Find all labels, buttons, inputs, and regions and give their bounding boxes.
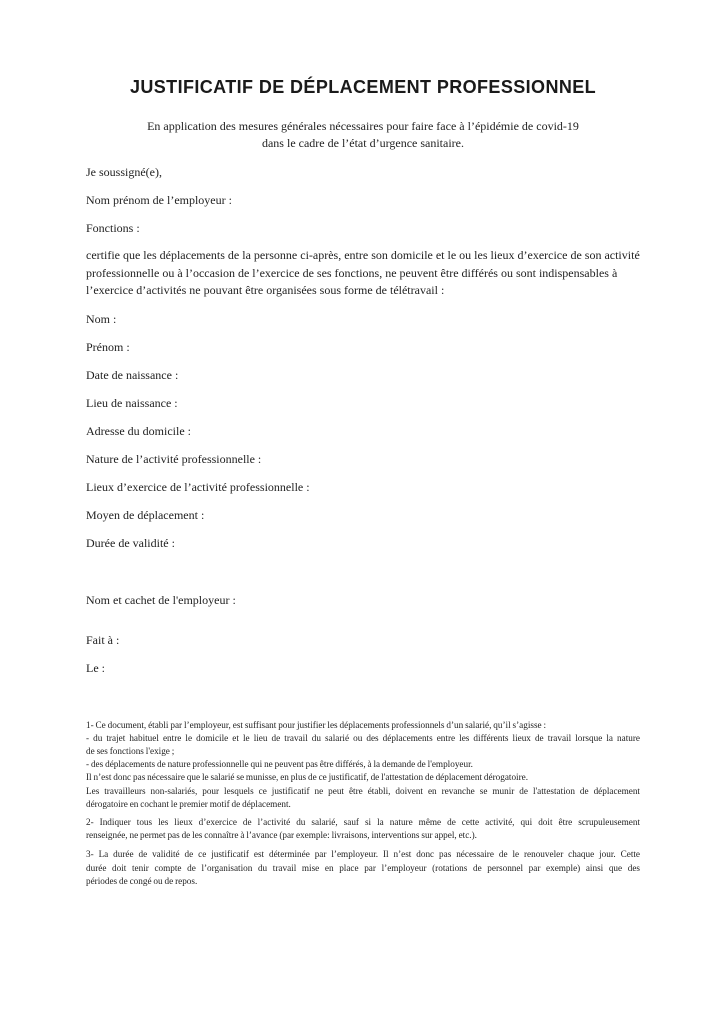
field-label-lieux-exercice: Lieux d’exercice de l’activité professionnelle : bbox=[86, 479, 310, 494]
field-label-date-naissance: Date de naissance : bbox=[86, 367, 179, 382]
field-label-nature-activite: Nature de l’activité professionnelle : bbox=[86, 451, 262, 466]
field-label-prenom: Prénom : bbox=[86, 339, 130, 354]
footnote-line: Il n’est donc pas nécessaire que le salarié se munisse, en plus de ce justificatif, de l'attestation de déplacement dérogatoire. bbox=[86, 772, 529, 783]
footnote-line: dérogatoire en cochant le premier motif de déplacement. bbox=[86, 798, 291, 809]
footnote-line: Les travailleurs non-salariés, pour lesquels ce justificatif ne peut être établi, doivent en revanche se munir de l'attestation de déplacement bbox=[86, 785, 640, 796]
footnote-line: 1- Ce document, établi par l’employeur, est suffisant pour justifier les déplacements professionnels d’un salarié, qu’il s’agisse : bbox=[86, 719, 547, 730]
subtitle-line-1: En application des mesures générales nécessaires pour faire face à l’épidémie de covid-19 bbox=[147, 119, 579, 133]
field-label-adresse-domicile: Adresse du domicile : bbox=[86, 423, 191, 438]
field-label-nom: Nom : bbox=[86, 311, 117, 326]
field-label-moyen-deplacement: Moyen de déplacement : bbox=[86, 507, 205, 522]
footnote-3 bbox=[86, 848, 640, 888]
place-label: Fait à : bbox=[86, 632, 120, 647]
footnote-line: renseignée, ne permet pas de les connaître à l’avance (par exemple: livraisons, interventions sur appel, etc.). bbox=[86, 830, 477, 841]
footnote-line: 3- La durée de validité de ce justificatif est déterminée par l’employeur. Il n’est donc pas nécessaire de le renouveler chaque jour. Cette bbox=[86, 849, 640, 860]
footnote-line: 2- Indiquer tous les lieux d’exercice de l’activité du salarié, sauf si la nature même de cette activité, qui doit être scrupuleusement bbox=[86, 816, 640, 827]
footnote-2 bbox=[86, 816, 640, 842]
footnote-line: - des déplacements de nature professionnelle qui ne peuvent pas être différés, à la demande de l'employeur. bbox=[86, 759, 473, 770]
employer-stamp-label: Nom et cachet de l'employeur : bbox=[86, 592, 236, 607]
footnote-line: périodes de congé ou de repos. bbox=[86, 875, 198, 886]
functions-label: Fonctions : bbox=[86, 221, 140, 235]
field-label-duree-validite: Durée de validité : bbox=[86, 535, 175, 550]
footnote-line: - du trajet habituel entre le domicile et le lieu de travail du salarié ou des déplacements entre les différents lieux de travail lorsque la nature bbox=[86, 732, 640, 743]
field-label-lieu-naissance: Lieu de naissance : bbox=[86, 395, 178, 410]
footnotes-section bbox=[86, 719, 640, 888]
sworn-statement-label: Je soussigné(e), bbox=[86, 165, 162, 179]
employer-name-label: Nom prénom de l’employeur : bbox=[86, 193, 232, 207]
document-title: JUSTIFICATIF DE DÉPLACEMENT PROFESSIONNEL bbox=[129, 77, 597, 97]
date-label: Le : bbox=[86, 660, 105, 675]
certification-paragraph: certifie que les déplacements de la personne ci-après, entre son domicile et le ou les lieux d’exercice de son activité professionnelle ou à l’occasion de l’exercice de ses fonctions, ne peuvent être différés ou sont indispensables à l’exercice d’activités ne pouvant être organisées sous forme de télétravail : bbox=[86, 248, 640, 297]
document-subtitle bbox=[86, 118, 640, 151]
subtitle-line-2: dans le cadre de l’état d’urgence sanitaire. bbox=[261, 135, 464, 150]
footnote-line: de ses fonctions l'exige ; bbox=[86, 745, 175, 756]
footnote-line: durée doit tenir compte de l’organisation du travail mise en place par l’employeur (rotations de personnel par exemple) ainsi que des bbox=[86, 862, 640, 873]
footnote-1 bbox=[86, 719, 640, 811]
